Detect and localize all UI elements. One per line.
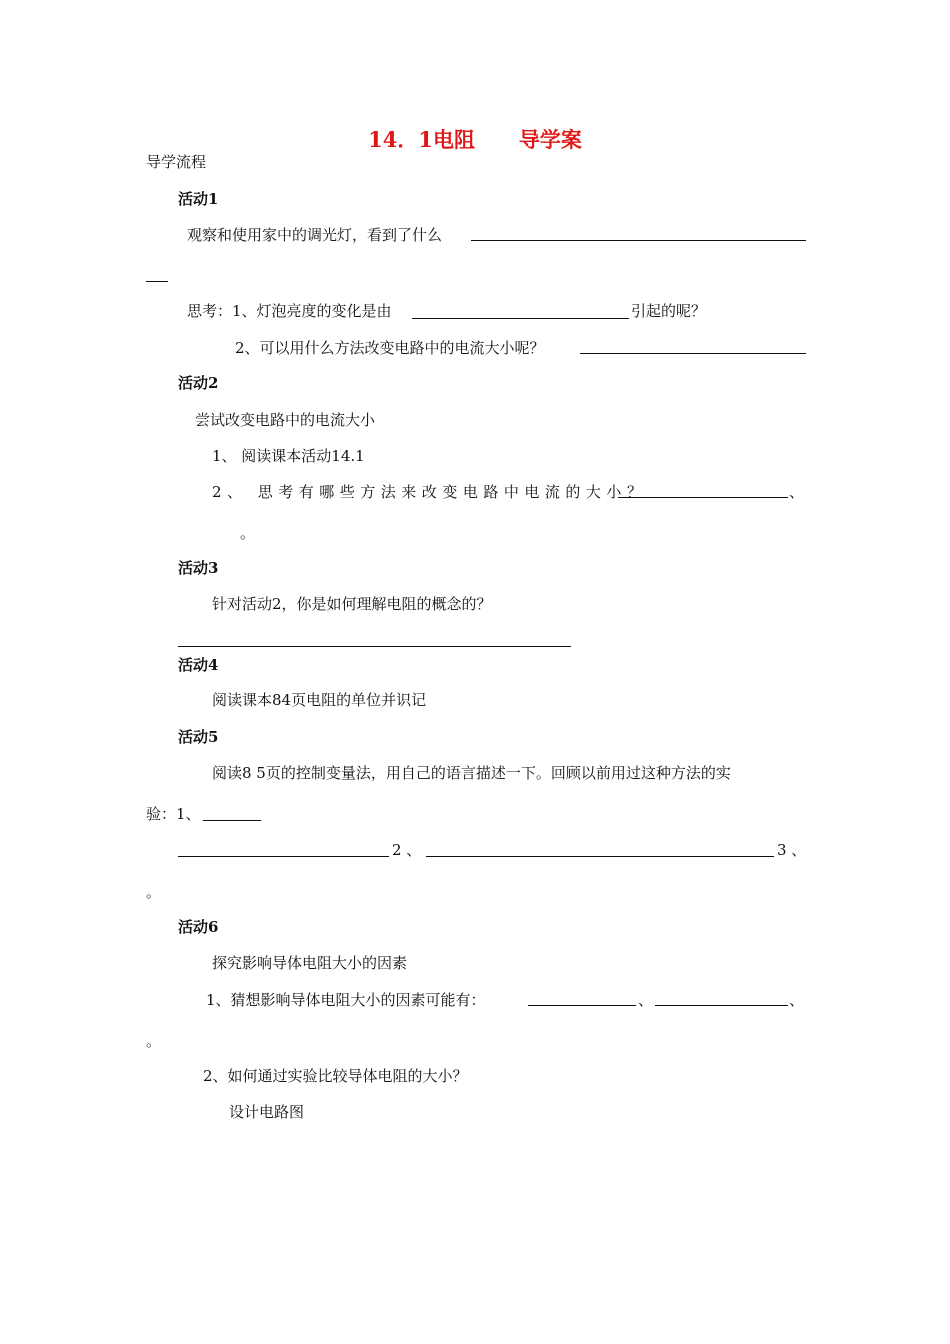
- answer-line-activity-6-1[interactable]: [528, 1005, 636, 1006]
- activity-6-separator-2: 、: [789, 991, 805, 1009]
- activity-2-item-2: 2、 思考有哪些方法来改变电路中电流的大小？: [212, 483, 648, 501]
- activity-2-item-1: 1、 阅读课本活动14.1: [212, 447, 365, 465]
- activity-6-design-prompt: 设计电路图: [229, 1103, 305, 1121]
- activity-6-item-2: 2、如何通过实验比较导体电阻的大小？: [203, 1067, 468, 1085]
- activity-6-item-1: 1、猜想影响导体电阻大小的因素可能有：: [206, 991, 486, 1009]
- answer-line-activity-5-1[interactable]: [203, 820, 261, 821]
- answer-line-activity-1[interactable]: [471, 240, 806, 241]
- activity-6-heading: 活动6: [178, 918, 219, 936]
- activity-6-intro: 探究影响导体电阻大小的因素: [212, 954, 408, 972]
- activity-1-prompt: 观察和使用家中的调光灯，看到了什么: [187, 226, 443, 244]
- think-question-1-suffix: 引起的呢？: [631, 302, 707, 320]
- answer-line-activity-5-2[interactable]: [426, 856, 774, 857]
- activity-2-separator: 、: [789, 483, 805, 501]
- activity-3-prompt: 针对活动2，你是如何理解电阻的概念的？: [212, 595, 492, 613]
- activity-4-heading: 活动4: [178, 656, 219, 674]
- activity-6-end-mark: 。: [146, 1032, 162, 1050]
- answer-line-activity-5-1b[interactable]: [178, 856, 389, 857]
- activity-5-heading: 活动5: [178, 728, 219, 746]
- activity-1-heading: 活动1: [178, 190, 219, 208]
- answer-line-think-2[interactable]: [580, 353, 806, 354]
- activity-5-end-mark: 。: [146, 883, 162, 901]
- activity-4-prompt: 阅读课本84页电阻的单位并识记: [212, 691, 427, 709]
- activity-2-intro: 尝试改变电路中的电流大小: [195, 411, 376, 429]
- activity-5-prompt: 阅读8 5页的控制变量法，用自己的语言描述一下。回顾以前用过这种方法的实: [212, 764, 731, 782]
- section-label: 导学流程: [146, 153, 207, 171]
- activity-2-heading: 活动2: [178, 374, 219, 392]
- activity-3-heading: 活动3: [178, 559, 219, 577]
- activity-5-label-3: 3 、: [777, 841, 807, 859]
- answer-line-activity-1-cont[interactable]: [146, 281, 168, 282]
- activity-2-end-mark: 。: [240, 524, 256, 542]
- page-title: 14．1电阻 导学案: [368, 127, 582, 152]
- answer-line-think-1[interactable]: [412, 318, 629, 319]
- think-question-1-prefix: 思考：1、灯泡亮度的变化是由: [187, 302, 392, 320]
- answer-line-activity-6-2[interactable]: [655, 1005, 788, 1006]
- activity-5-label-2: 2 、: [392, 841, 422, 859]
- think-question-2: 2、可以用什么方法改变电路中的电流大小呢？: [235, 339, 545, 357]
- answer-line-activity-2[interactable]: [618, 497, 788, 498]
- activity-6-separator-1: 、: [638, 991, 654, 1009]
- answer-line-activity-3[interactable]: [178, 646, 571, 647]
- activity-5-cont: 验：1、: [146, 805, 201, 823]
